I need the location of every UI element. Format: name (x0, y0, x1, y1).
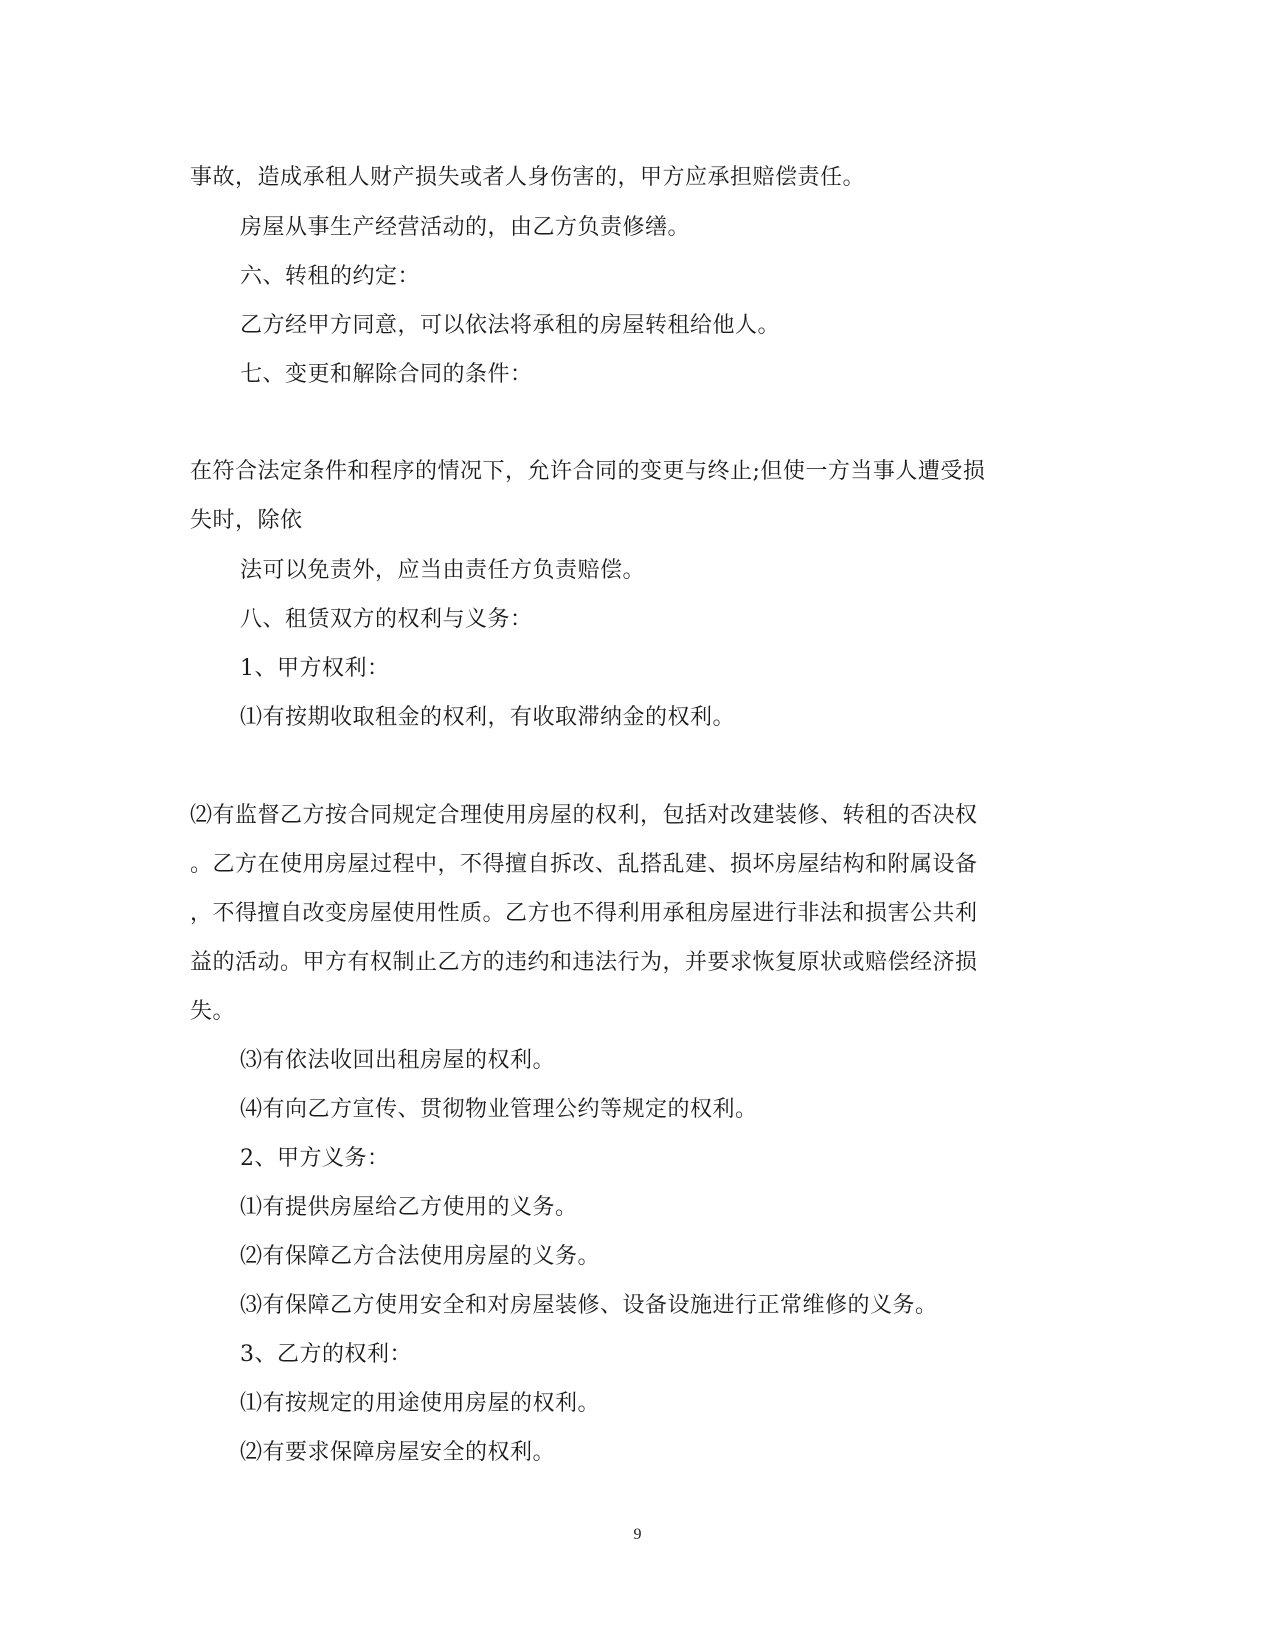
text-line: 事故，造成承租人财产损失或者人身伤害的，甲方应承担赔偿责任。 (190, 165, 866, 190)
text-line: ⑵有监督乙方按合同规定合理使用房屋的权利，包括对改建装修、转租的否决权 (190, 803, 978, 828)
subsection-heading: 1、甲方权利： (240, 656, 390, 681)
text-line: ⑵有要求保障房屋安全的权利。 (240, 1440, 556, 1465)
text-line: ，不得擅自改变房屋使用性质。乙方也不得利用承租房屋进行非法和损害公共利 (190, 901, 978, 926)
text-line: ⑴有按期收取租金的权利，有收取滞纳金的权利。 (240, 705, 736, 730)
text-line: 在符合法定条件和程序的情况下，允许合同的变更与终止;但使一方当事人遭受损 (190, 459, 986, 484)
text-line: ⑴有按规定的用途使用房屋的权利。 (240, 1391, 601, 1416)
text-line: ⑴有提供房屋给乙方使用的义务。 (240, 1195, 578, 1220)
text-line: ⑶有保障乙方使用安全和对房屋装修、设备设施进行正常维修的义务。 (240, 1293, 938, 1318)
text-line: 失时，除依 (190, 508, 303, 533)
subsection-heading: 3、乙方的权利： (240, 1342, 412, 1367)
text-line: ⑷有向乙方宣传、贯彻物业管理公约等规定的权利。 (240, 1097, 758, 1122)
text-line: ⑶有依法收回出租房屋的权利。 (240, 1048, 556, 1073)
text-line: 房屋从事生产经营活动的，由乙方负责修缮。 (240, 215, 691, 240)
text-line: 。乙方在使用房屋过程中，不得擅自拆改、乱搭乱建、损坏房屋结构和附属设备 (190, 852, 978, 877)
section-heading: 八、租赁双方的权利与义务： (240, 607, 533, 632)
text-line: 益的活动。甲方有权制止乙方的违约和违法行为，并要求恢复原状或赔偿经济损 (190, 950, 978, 975)
section-heading: 七、变更和解除合同的条件： (240, 362, 533, 387)
section-heading: 六、转租的约定： (240, 264, 421, 289)
text-line: ⑵有保障乙方合法使用房屋的义务。 (240, 1244, 601, 1269)
text-line: 法可以免责外，应当由责任方负责赔偿。 (240, 558, 646, 583)
page-number: 9 (633, 1526, 642, 1543)
subsection-heading: 2、甲方义务： (240, 1146, 390, 1171)
text-line: 失。 (190, 999, 236, 1024)
text-line: 乙方经甲方同意，可以依法将承租的房屋转租给他人。 (240, 313, 781, 338)
